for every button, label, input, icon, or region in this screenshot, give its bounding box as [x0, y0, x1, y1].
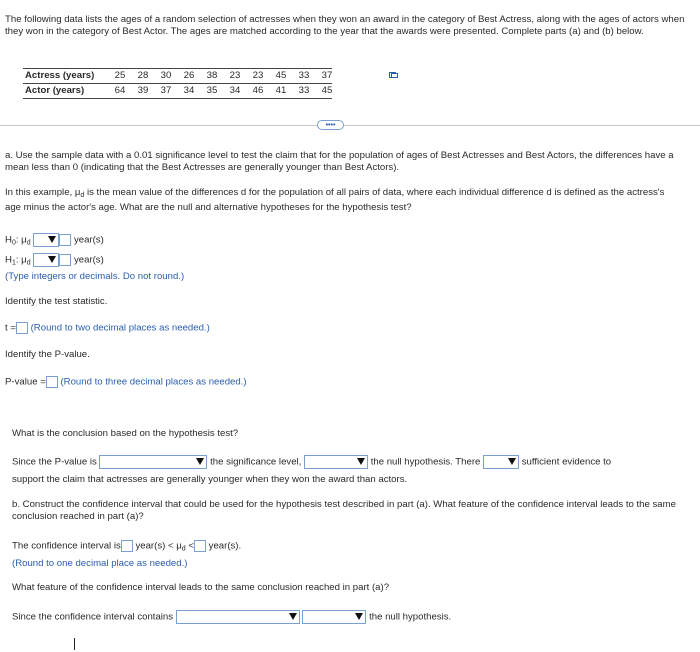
problem-intro: The following data lists the ages of a random selection of actresses when they won an award in the category of Best Actress, along with the ages of actors when they won in the category of Best Actor. The ages are matched according to the year that the awards were presented. Complete parts (a) and (b) below.	[5, 14, 685, 37]
copy-data-icon[interactable]	[389, 72, 398, 78]
table-cell: 37	[160, 84, 172, 96]
part-b-question: b. Construct the confidence interval that could be used for the hypothesis test described in part (a). What feature of the confidence interval leads to the same conclusion reached in part (a)?	[12, 499, 676, 522]
conclusion-support: support the claim that actresses are generally younger when they won the award than actors.	[12, 474, 408, 485]
conclusion-question: What is the conclusion based on the hypothesis test?	[12, 428, 239, 439]
table-cell: 34	[229, 84, 241, 96]
ci-hint: (Round to one decimal place as needed.)	[12, 558, 188, 569]
h0-row: $H_0$: $\mu_d$ year(s)	[5, 234, 104, 247]
table-cell: 23	[217, 69, 240, 84]
feature-question: What feature of the confidence interval leads to the same conclusion reached in part (a)?	[12, 582, 390, 593]
data-table	[23, 68, 332, 99]
table-cell: 33	[286, 69, 309, 84]
table-cell: 45	[263, 69, 286, 84]
h0-operator-dropdown[interactable]	[33, 233, 59, 247]
p-comparison-dropdown[interactable]	[99, 455, 207, 469]
table-cell: 30	[148, 69, 171, 84]
ci-upper-input[interactable]	[194, 540, 206, 552]
table-cell: 64	[114, 84, 126, 96]
ci-reject-dropdown[interactable]	[302, 610, 366, 624]
t-stat-input[interactable]	[16, 322, 28, 334]
feature-row: Since the confidence interval contains the null hypothesis.	[12, 611, 452, 623]
table-cell: 25	[102, 69, 125, 84]
table-cell: 45	[321, 84, 333, 96]
table-row-actor	[23, 83, 332, 98]
table-cell: 39	[137, 84, 149, 96]
chevron-down-icon	[508, 458, 516, 465]
chevron-down-icon	[289, 613, 297, 620]
evidence-dropdown[interactable]	[483, 455, 519, 469]
ci-row: The confidence interval is year(s) < $\mu_d$ < year(s).	[12, 540, 242, 553]
hypothesis-hint: (Type integers or decimals. Do not round.)	[5, 271, 185, 282]
identify-stat-label: Identify the test statistic.	[5, 296, 108, 307]
table-cell: 26	[171, 69, 194, 84]
chevron-down-icon	[196, 458, 204, 465]
part-a-explanation: In this example, $\mu_d$ is the mean value of the differences d for the population of all pairs of data, where each individual difference d is defined as the actress's age minus the actor's age. What are the null and alternative hypotheses for the hypothesis test?	[5, 187, 665, 213]
h1-value-input[interactable]	[59, 254, 71, 266]
chevron-down-icon	[355, 613, 363, 620]
h1-row: $H_1$: $\mu_d$ year(s)	[5, 254, 104, 267]
conclusion-row: Since the P-value is the significance level, the null hypothesis. There sufficient evidence to	[12, 456, 612, 468]
table-cell: 46	[252, 84, 264, 96]
expand-more-button[interactable]: ••••	[317, 120, 344, 130]
h0-value-input[interactable]	[59, 234, 71, 246]
p-value-input[interactable]	[46, 376, 58, 388]
section-divider	[0, 125, 700, 126]
table-cell: 28	[125, 69, 148, 84]
table-cell: 38	[194, 69, 217, 84]
identify-p-label: Identify the P-value.	[5, 349, 90, 360]
h1-operator-dropdown[interactable]	[33, 253, 59, 267]
chevron-down-icon	[48, 236, 56, 243]
chevron-down-icon	[48, 256, 56, 263]
row-label: Actor (years)	[25, 84, 85, 96]
table-cell: 41	[275, 84, 287, 96]
p-value-row: P-value = (Round to three decimal places as needed.)	[5, 376, 247, 388]
table-cell: 23	[240, 69, 263, 84]
reject-decision-dropdown[interactable]	[304, 455, 368, 469]
chevron-down-icon	[357, 458, 365, 465]
row-label: Actress (years)	[23, 69, 102, 84]
table-cell: 34	[183, 84, 195, 96]
t-stat-row: t = (Round to two decimal places as needed.)	[5, 322, 210, 334]
table-row-actress	[23, 69, 332, 84]
table-cell: 35	[206, 84, 218, 96]
text-cursor	[74, 638, 75, 650]
table-cell: 33	[298, 84, 310, 96]
part-a-question: a. Use the sample data with a 0.01 significance level to test the claim that for the population of ages of Best Actresses and Best Actors, the differences have a mean less than 0 (indicating that the Best Actresses are generally younger than Best Actors).	[5, 150, 674, 173]
ci-contains-dropdown[interactable]	[176, 610, 300, 624]
ci-lower-input[interactable]	[121, 540, 133, 552]
table-cell: 37	[309, 69, 332, 84]
